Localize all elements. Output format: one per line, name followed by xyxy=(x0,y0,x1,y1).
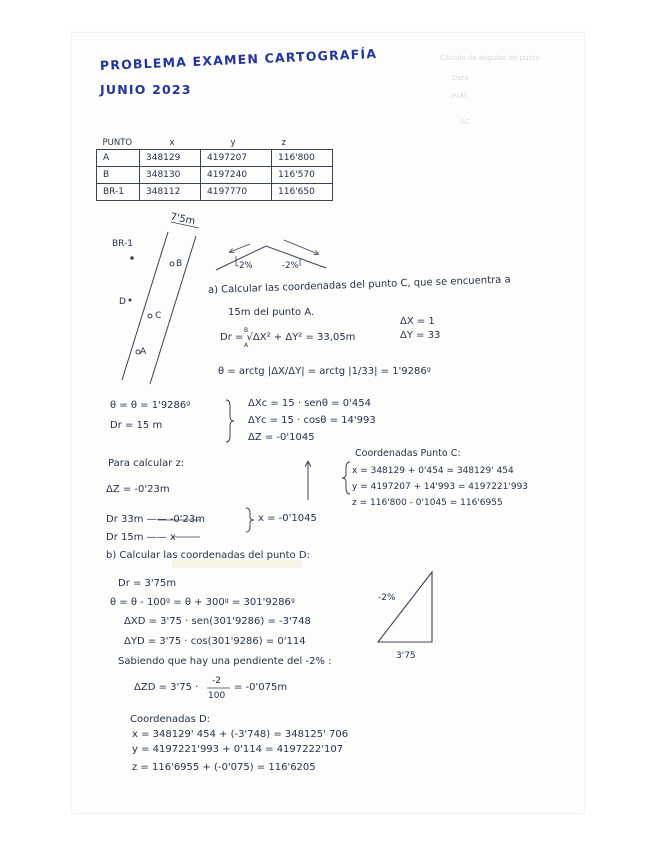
table-cell: 116'800 xyxy=(272,150,333,167)
fraction-denominator: 100 xyxy=(208,691,226,701)
dr-sub: A xyxy=(244,342,249,349)
coords-d-x: x = 348129' 454 + (-3'748) = 348125' 706 xyxy=(132,729,349,740)
page-subtitle: JUNIO 2023 xyxy=(100,82,192,97)
table-cell: 116'570 xyxy=(272,167,333,184)
part-b-heading: b) Calcular las coordenadas del punto D: xyxy=(106,550,310,561)
theta-formula: θ = arctg |ΔX/ΔY| = arctg |1/33| = 1'9286ᵍ xyxy=(218,366,431,377)
dx-value: ΔX = 1 xyxy=(400,316,435,327)
part-b-theta: θ = θ - 100ᵍ = θ + 300ᵍ = 301'9286ᵍ xyxy=(110,597,295,608)
slope-right-label: -2% xyxy=(282,261,299,271)
table-cell: 348112 xyxy=(140,184,201,201)
header-y: y xyxy=(230,138,236,148)
coords-c-z: z = 116'800 - 0'1045 = 116'6955 xyxy=(352,498,503,508)
table-cell: 4197207 xyxy=(201,150,272,167)
dr-ab: Dr = √ΔX² + ΔY² = 33,05m xyxy=(220,332,356,343)
point-br1 xyxy=(130,256,134,260)
calc-z-rule1: Dr 33m —— -0'23m xyxy=(106,514,205,525)
label-br1: BR-1 xyxy=(112,239,134,249)
table-cell: 4197770 xyxy=(201,184,272,201)
brace xyxy=(226,400,234,442)
part-b-dz-result: = -0'075m xyxy=(234,682,288,693)
coords-d-heading: Coordenadas D: xyxy=(130,714,211,725)
calc-z-rule2: Dr 15m —— x xyxy=(106,532,176,543)
brace xyxy=(342,462,350,494)
table-cell: B xyxy=(97,167,140,184)
dzc-value: ΔZ = -0'1045 xyxy=(248,432,315,443)
slope-triangle xyxy=(378,572,432,642)
slope-arrow-left xyxy=(230,244,250,252)
point-b xyxy=(170,262,174,266)
ghost-text: Dato xyxy=(452,74,469,82)
dist-label: 7'5m xyxy=(169,211,197,228)
header-x: x xyxy=(169,138,175,148)
table-cell: 348129 xyxy=(140,150,201,167)
table-cell: 348130 xyxy=(140,167,201,184)
label-c: C xyxy=(155,311,162,321)
slope-left-label: -2% xyxy=(236,261,253,271)
calc-z-heading: Para calcular z: xyxy=(108,458,185,469)
triangle-base: 3'75 xyxy=(396,651,416,661)
coords-c-y: y = 4197207 + 14'993 = 4197221'993 xyxy=(352,482,529,492)
coords-c-heading: Coordenadas Punto C: xyxy=(355,448,461,459)
fraction-numerator: -2 xyxy=(212,676,221,686)
part-a-statement-2: 15m del punto A. xyxy=(228,307,315,318)
ghost-text: Cálculo de ángulos de punto xyxy=(440,54,540,62)
ghost-text: AC xyxy=(460,118,470,126)
triangle-slope: -2% xyxy=(378,593,396,603)
table-cell: 116'650 xyxy=(272,184,333,201)
dr-ac: Dr = 15 m xyxy=(110,420,163,431)
slope-arrow-right xyxy=(284,240,318,254)
page-title: PROBLEMA EXAMEN CARTOGRAFÍA xyxy=(99,45,378,73)
calc-z-dz: ΔZ = -0'23m xyxy=(106,484,170,495)
point-d xyxy=(129,299,132,302)
table-cell: 4197240 xyxy=(201,167,272,184)
dyc-value: ΔYc = 15 · cosθ = 14'993 xyxy=(248,415,376,426)
part-b-dx: ΔXD = 3'75 · sen(301'9286) = -3'748 xyxy=(124,616,311,627)
part-b-slope-text: Sabiendo que hay una pendiente del -2% : xyxy=(118,656,332,667)
dxc-value: ΔXc = 15 · senθ = 0'454 xyxy=(248,398,371,409)
theta-equal: θ = θ = 1'9286ᵍ xyxy=(110,400,191,411)
table-cell: BR-1 xyxy=(97,184,140,201)
ghost-text: PLM xyxy=(452,92,467,100)
point-c xyxy=(148,314,152,318)
dy-value: ΔY = 33 xyxy=(400,330,441,341)
dr-sup: B xyxy=(244,327,249,334)
part-b-dy: ΔYD = 3'75 · cos(301'9286) = 0'114 xyxy=(124,636,306,647)
part-a-statement: a) Calcular las coordenadas del punto C, que se encuentra a xyxy=(207,274,511,296)
header-z: z xyxy=(281,138,286,148)
label-b: B xyxy=(176,259,183,269)
calc-z-result: x = -0'1045 xyxy=(258,513,317,524)
coords-d-z: z = 116'6955 + (-0'075) = 116'6205 xyxy=(132,762,316,773)
part-b-dz: ΔZD = 3'75 · xyxy=(134,682,199,693)
coords-c-x: x = 348129 + 0'454 = 348129' 454 xyxy=(352,466,514,476)
label-a: A xyxy=(140,347,147,357)
part-b-dr: Dr = 3'75m xyxy=(118,578,177,589)
coords-d-y: y = 4197221'993 + 0'114 = 4197222'107 xyxy=(132,744,344,755)
header-punto: PUNTO xyxy=(102,138,133,148)
table-cell: A xyxy=(97,150,140,167)
brace xyxy=(246,508,254,532)
road-profile xyxy=(216,246,326,270)
label-d: D xyxy=(119,297,126,307)
